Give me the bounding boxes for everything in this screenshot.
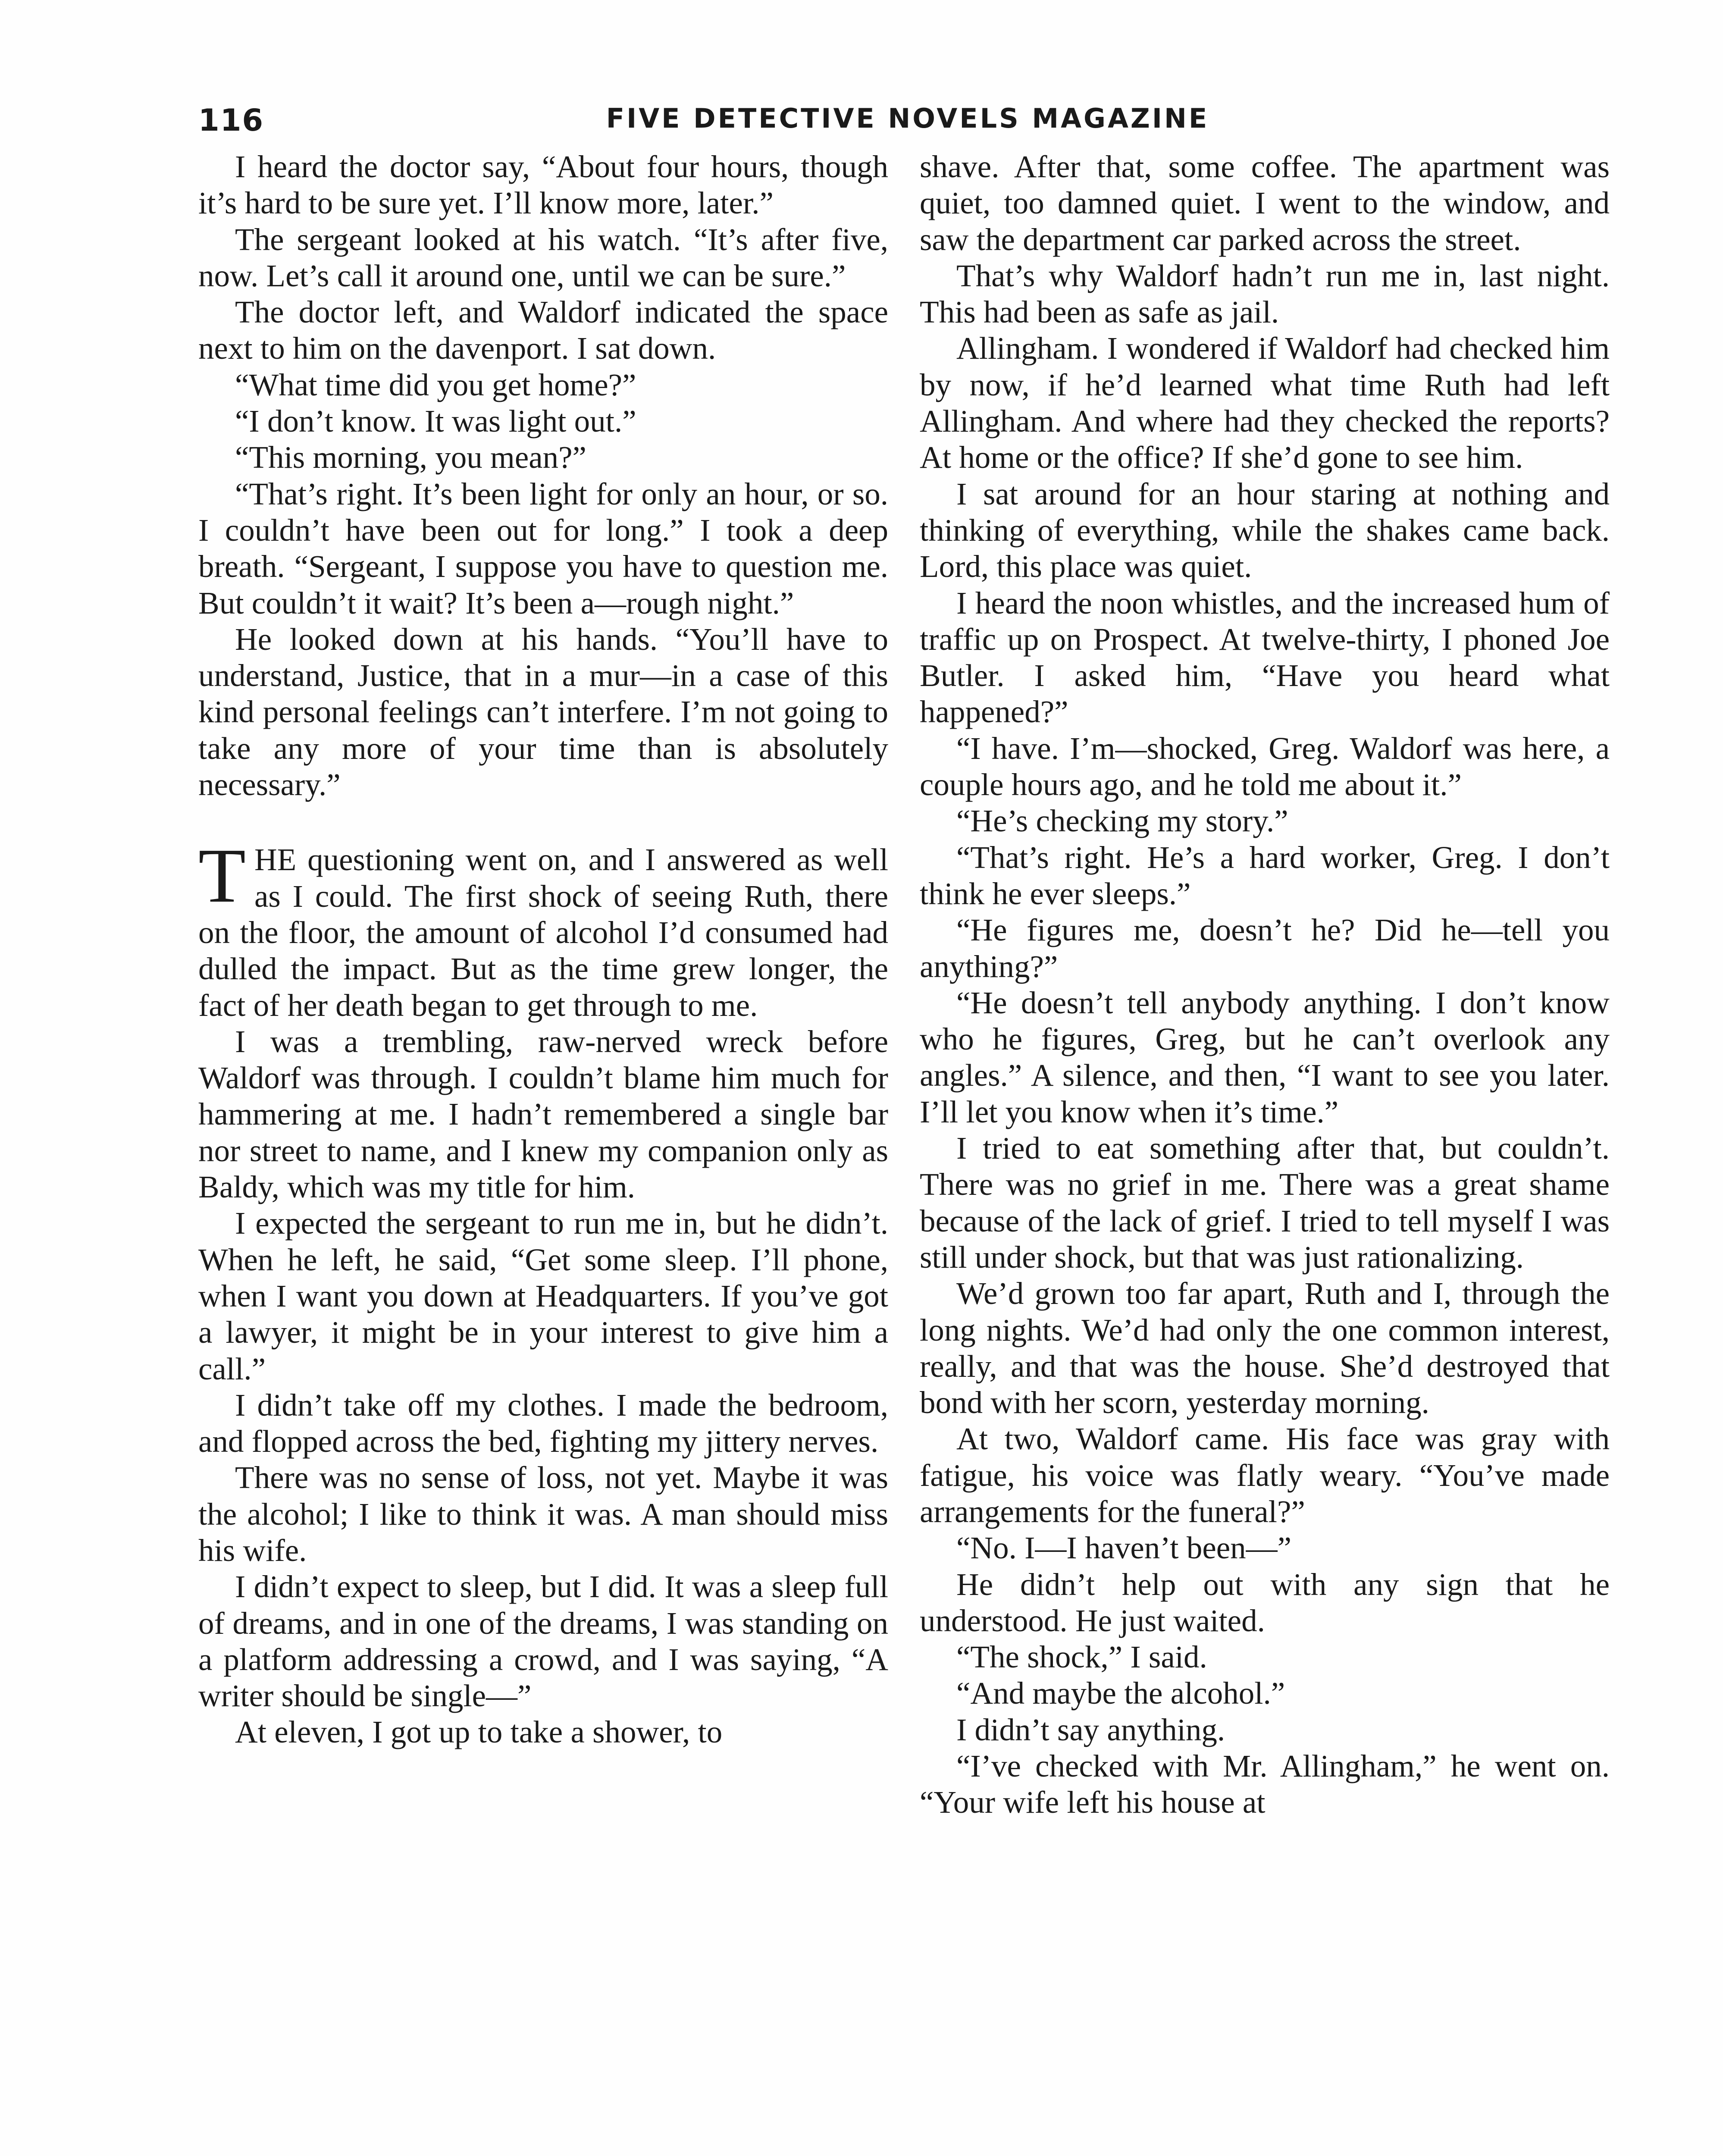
- paragraph: I didn’t say anything.: [956, 1712, 1225, 1747]
- drop-cap: T: [198, 833, 246, 919]
- page-header: [198, 103, 1617, 150]
- paragraph: I was a trembling, raw-nerved wreck before Waldorf was through. I couldn’t blame him much for hammering at me. I hadn’t remembered a single bar nor street to name, and I knew my companion only as Baldy, which was my title for him.: [198, 1024, 888, 1205]
- paragraph: “He doesn’t tell anybody anything. I don’t know who he figures, Greg, but he can’t overlook any angles.” A silence, and then, “I want to see you later. I’ll let you know when it’s time.”: [920, 985, 1610, 1129]
- paragraph: We’d grown too far apart, Ruth and I, through the long nights. We’d had only the one common interest, really, and that was the house. She’d destroyed that bond with her scorn, yesterday morning.: [920, 1276, 1610, 1420]
- paragraph: I didn’t expect to sleep, but I did. It was a sleep full of dreams, and in one of the dreams, I was standing on a platform addressing a crowd, and I was saying, “A writer should be single—”: [198, 1569, 888, 1714]
- section-opening: [198, 833, 888, 1023]
- paragraph: “I’ve checked with Mr. Allingham,” he went on. “Your wife left his house at: [920, 1749, 1610, 1820]
- left-column: [198, 149, 888, 2156]
- paragraph: I sat around for an hour staring at nothing and thinking of everything, while the shakes came back. Lord, this place was quiet.: [920, 476, 1610, 584]
- paragraph: At eleven, I got up to take a shower, to: [235, 1714, 723, 1750]
- paragraph: I tried to eat something after that, but couldn’t. There was no grief in me. There was a great shame because of the lack of grief. I tried to tell myself I was still under shock, but that was just rationalizing.: [920, 1131, 1610, 1275]
- paragraph: “He figures me, doesn’t he? Did he—tell you anything?”: [920, 912, 1610, 984]
- paragraph: “That’s right. He’s a hard worker, Greg. I don’t think he ever sleeps.”: [920, 840, 1610, 911]
- paragraph: I heard the doctor say, “About four hours, though it’s hard to be sure yet. I’ll know more, later.”: [198, 149, 888, 221]
- paragraph: He didn’t help out with any sign that he understood. He just waited.: [920, 1567, 1610, 1638]
- page-number: 116: [198, 103, 264, 138]
- paragraph: “What time did you get home?”: [235, 367, 636, 402]
- paragraph: The sergeant looked at his watch. “It’s after five, now. Let’s call it around one, until we can be sure.”: [198, 222, 888, 293]
- paragraph: He looked down at his hands. “You’ll have to understand, Justice, that in a mur—in a case of this kind personal feelings can’t interfere. I’m not going to take any more of your time than is absolutely necessary.”: [198, 621, 888, 802]
- paragraph: “That’s right. It’s been light for only an hour, or so. I couldn’t have been out for long.” I took a deep breath. “Sergeant, I suppose you have to question me. But couldn’t it wait? It’s been a—rough night.”: [198, 476, 888, 620]
- right-column: [920, 149, 1610, 2156]
- paragraph: “No. I—I haven’t been—”: [956, 1530, 1292, 1566]
- paragraph: Allingham. I wondered if Waldorf had checked him by now, if he’d learned what time Ruth had left Allingham. And where had they checked the reports? At home or the office? If she’d gone to see him.: [920, 331, 1610, 475]
- paragraph: At two, Waldorf came. His face was gray with fatigue, his voice was flatly weary. “You’ve made arrangements for the funeral?”: [920, 1421, 1610, 1529]
- paragraph: “I have. I’m—shocked, Greg. Waldorf was here, a couple hours ago, and he told me about it.”: [920, 730, 1610, 802]
- paragraph: “This morning, you mean?”: [235, 440, 586, 475]
- paragraph: There was no sense of loss, not yet. Maybe it was the alcohol; I like to think it was. A man should miss his wife.: [198, 1460, 888, 1568]
- paragraph: I heard the noon whistles, and the increased hum of traffic up on Prospect. At twelve-thirty, I phoned Joe Butler. I asked him, “Have you heard what happened?”: [920, 585, 1610, 730]
- paragraph: “And maybe the alcohol.”: [956, 1676, 1285, 1711]
- paragraph: “I don’t know. It was light out.”: [235, 404, 636, 439]
- paragraph: That’s why Waldorf hadn’t run me in, last night. This had been as safe as jail.: [920, 258, 1610, 330]
- continued-paragraph: shave. After that, some coffee. The apartment was quiet, too damned quiet. I went to the window, and saw the department car parked across the street.: [920, 149, 1610, 257]
- section-opening-text: HE questioning went on, and I answered as well as I could. The first shock of seeing Ruth, there on the floor, the amount of alcohol I’d consumed had dulled the impact. But as the time grew longer, the fact of her death began to get through to me.: [198, 842, 888, 1023]
- paragraph: “The shock,” I said.: [956, 1639, 1207, 1675]
- paragraph: I didn’t take off my clothes. I made the bedroom, and flopped across the bed, fighting my jittery nerves.: [198, 1387, 888, 1459]
- paragraph: I expected the sergeant to run me in, but he didn’t. When he left, he said, “Get some sleep. I’ll phone, when I want you down at Headquarters. If you’ve got a lawyer, it might be in your interest to give him a call.”: [198, 1206, 888, 1386]
- running-head: FIVE DETECTIVE NOVELS MAGAZINE: [606, 103, 1209, 134]
- paragraph: The doctor left, and Waldorf indicated the space next to him on the davenport. I sat down.: [198, 295, 888, 366]
- paragraph: “He’s checking my story.”: [956, 803, 1288, 839]
